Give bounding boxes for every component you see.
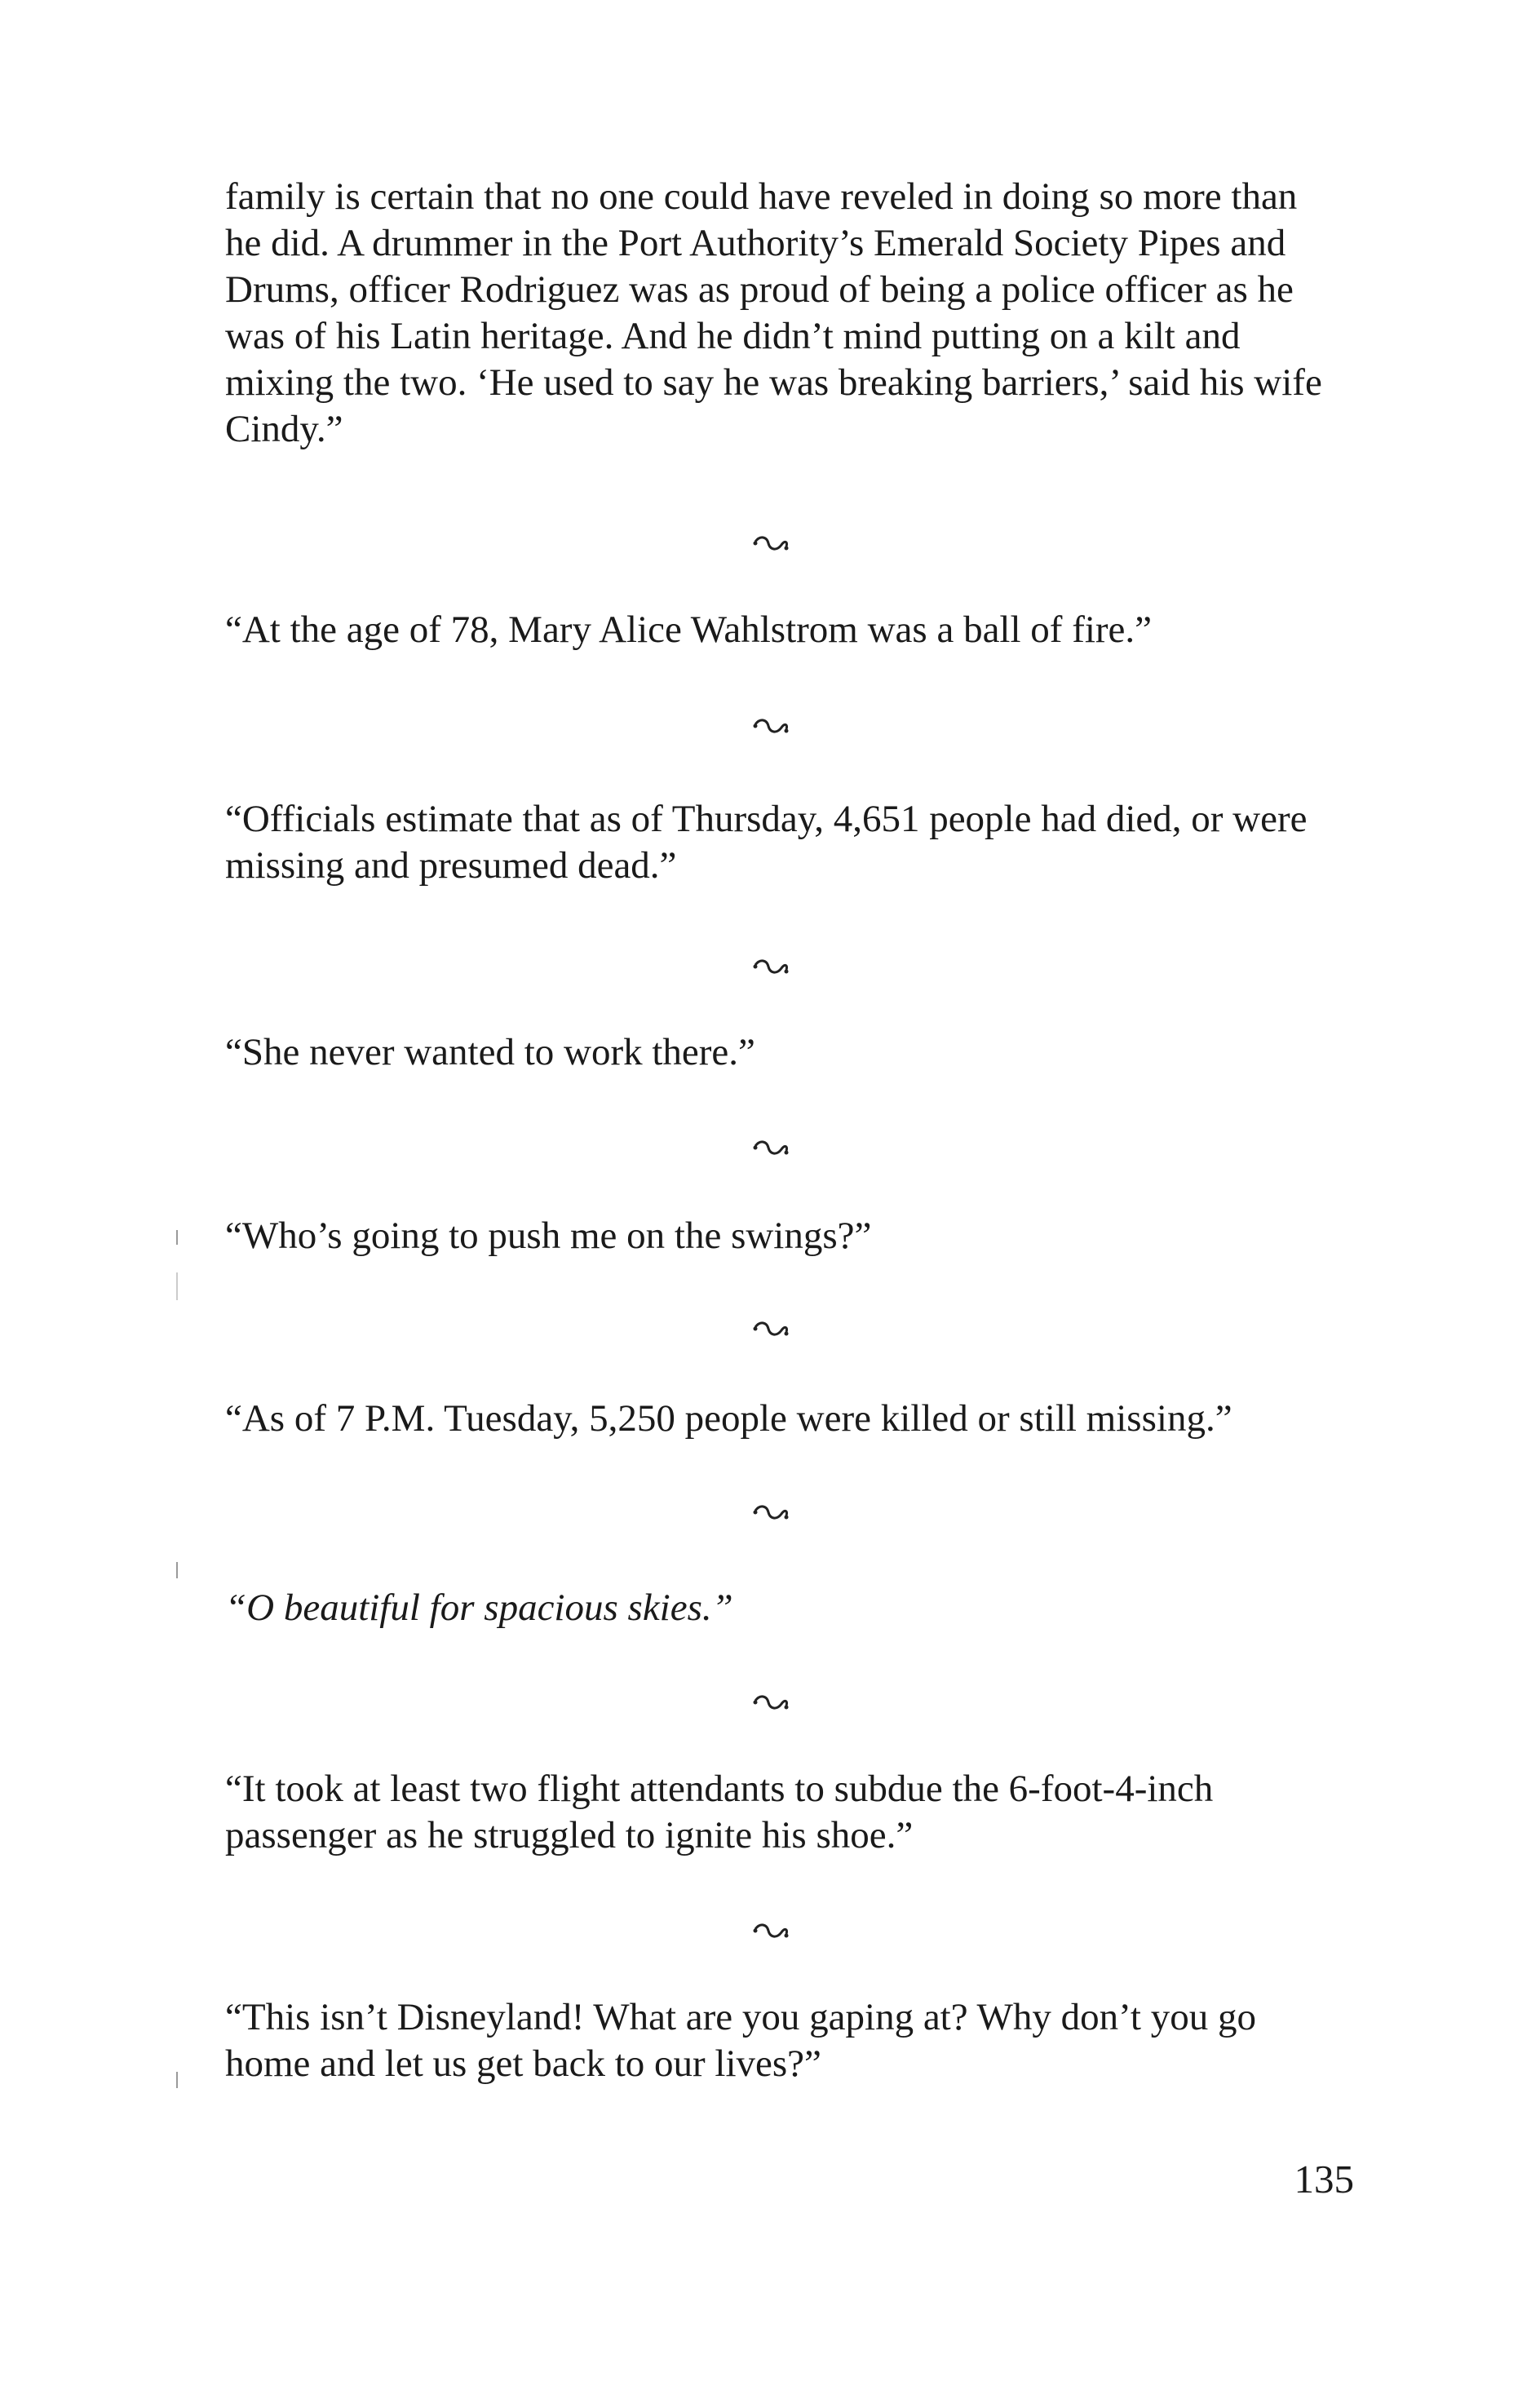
quote [225, 1994, 1359, 2087]
text-line: Drums, officer Rodriguez was as proud of being a police officer as he [225, 268, 1294, 311]
fleuron-icon [752, 1319, 790, 1340]
scan-mark [176, 2072, 178, 2088]
text-line: he did. A drummer in the Port Authority’s Emerald Society Pipes and [225, 222, 1286, 264]
fleuron-icon [752, 1921, 790, 1942]
text-line: “It took at least two flight attendants to subdue the 6-foot-4-inch [225, 1768, 1214, 1810]
quote [225, 1213, 1359, 1259]
fleuron-icon [752, 1502, 790, 1524]
text-line: “At the age of 78, Mary Alice Wahlstrom was a ball of fire.” [225, 608, 1153, 651]
opening-paragraph [225, 174, 1359, 453]
text-line: “She never wanted to work there.” [225, 1031, 755, 1073]
fleuron-icon [752, 957, 790, 978]
quote [225, 1766, 1359, 1859]
scan-mark [176, 1562, 178, 1578]
text-line: “This isn’t Disneyland! What are you gaping at? Why don’t you go [225, 1996, 1256, 2038]
text-line: “Officials estimate that as of Thursday, 4,651 people had died, or were [225, 798, 1308, 840]
fleuron-icon [752, 533, 790, 555]
scan-mark [176, 1230, 178, 1245]
fleuron-icon [752, 1693, 790, 1714]
page-number: 135 [1294, 2157, 1354, 2202]
quote [225, 796, 1359, 889]
scan-mark [176, 1272, 178, 1300]
text-line: “As of 7 P.M. Tuesday, 5,250 people were killed or still missing.” [225, 1397, 1232, 1440]
quote [225, 607, 1359, 653]
text-line: Cindy.” [225, 408, 343, 450]
text-line: passenger as he struggled to ignite his shoe.” [225, 1814, 914, 1856]
quote [225, 1396, 1359, 1442]
fleuron-icon [752, 716, 790, 737]
text-line: was of his Latin heritage. And he didn’t mind putting on a kilt and [225, 315, 1241, 357]
text-line: family is certain that no one could have reveled in doing so more than [225, 175, 1298, 218]
text-line: “O beautiful for spacious skies.” [225, 1586, 733, 1629]
text-line: missing and presumed dead.” [225, 844, 677, 887]
text-line: “Who’s going to push me on the swings?” [225, 1215, 872, 1257]
text-line: home and let us get back to our lives?” [225, 2042, 821, 2085]
fleuron-icon [752, 1138, 790, 1159]
quote [225, 1585, 1359, 1631]
text-line: mixing the two. ‘He used to say he was breaking barriers,’ said his wife [225, 361, 1322, 404]
quote [225, 1029, 1359, 1076]
